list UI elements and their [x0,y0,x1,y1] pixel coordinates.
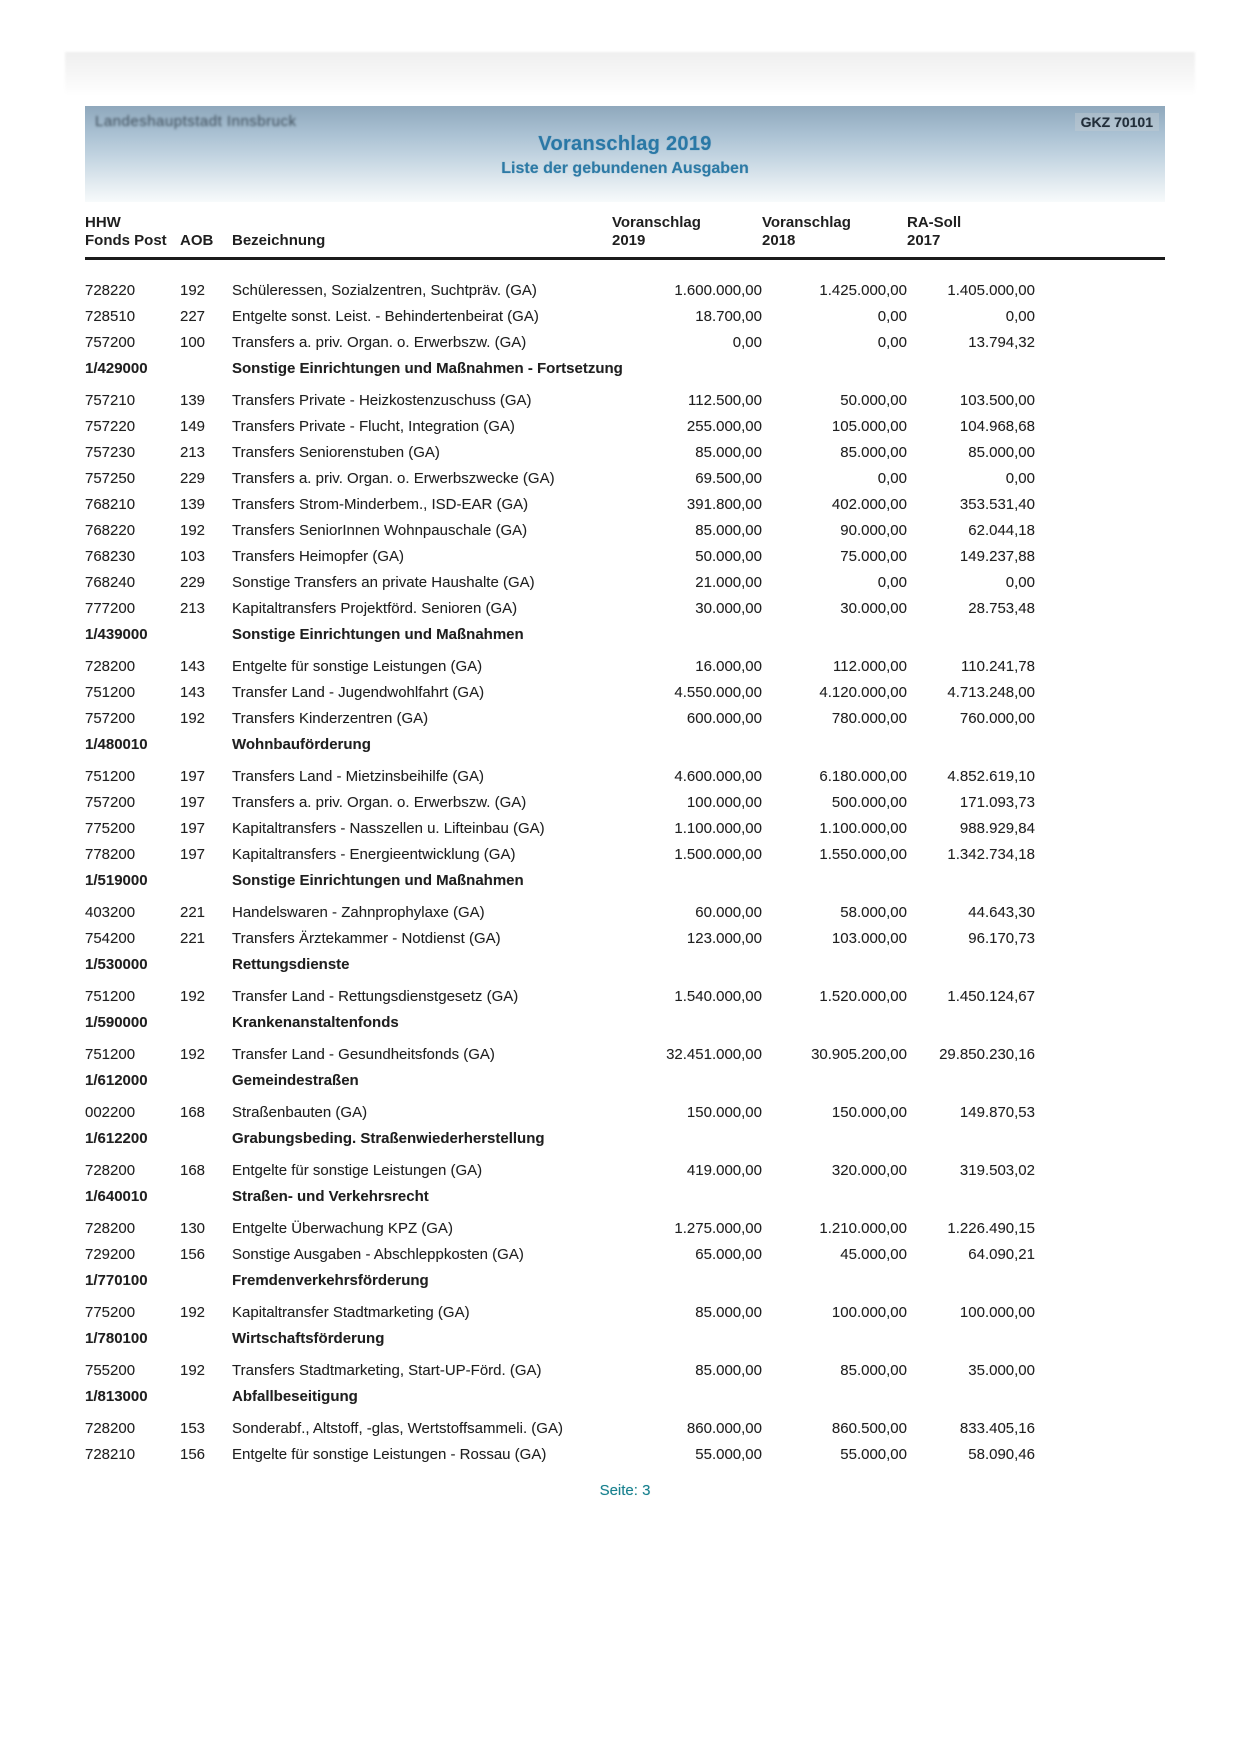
cell-voranschlag-2018: 0,00 [877,307,907,325]
cell-bezeichnung: Transfers SeniorInnen Wohnpauschale (GA) [232,521,528,539]
cell-bezeichnung: Transfers Kinderzentren (GA) [232,709,429,727]
cell-fonds-post: 751200 [85,1045,136,1063]
cell-voranschlag-2019: 85.000,00 [695,521,762,539]
cell-voranschlag-2019: 0,00 [732,333,762,351]
cell-aob: 192 [180,1303,206,1321]
cell-voranschlag-2018: 112.000,00 [833,657,907,675]
cell-voranschlag-2018: 4.120.000,00 [819,683,907,701]
cell-aob: 130 [180,1219,206,1237]
cell-aob: 149 [180,417,206,435]
cell-aob: 227 [180,307,206,325]
cell-ra-soll-2017: 760.000,00 [959,709,1035,727]
header-top-row [85,106,1165,131]
cell-fonds-post: 1/590000 [85,1013,148,1031]
cell-fonds-post: 757200 [85,709,136,727]
cell-ra-soll-2017: 110.241,78 [961,657,1035,675]
cell-voranschlag-2018: 30.905.200,00 [811,1045,907,1063]
cell-voranschlag-2019: 391.800,00 [686,495,762,513]
cell-bezeichnung: Transfers Land - Mietzinsbeihilfe (GA) [232,767,485,785]
cell-bezeichnung: Straßen- und Verkehrsrecht [232,1187,429,1205]
column-header-voranschlag-2018 [762,214,907,250]
budget-table [85,214,1165,1467]
cell-fonds-post: 778200 [85,845,136,863]
cell-bezeichnung: Transfers a. priv. Organ. o. Erwerbszwecke (GA) [232,469,555,487]
cell-fonds-post: 754200 [85,929,136,947]
section-row [85,1125,1165,1151]
document-title: Voranschlag 2019 [538,133,712,155]
cell-voranschlag-2019: 1.540.000,00 [674,987,762,1005]
cell-ra-soll-2017: 0,00 [1005,573,1035,591]
cell-fonds-post: 775200 [85,1303,136,1321]
cell-aob: 229 [180,573,206,591]
cell-ra-soll-2017: 4.852.619,10 [947,767,1035,785]
table-row [85,569,1165,595]
page-number: Seite: 3 [599,1482,651,1499]
table-row [85,983,1165,1009]
cell-voranschlag-2019: 85.000,00 [695,1303,762,1321]
cell-voranschlag-2018: 85.000,00 [840,443,907,461]
cell-voranschlag-2018: 45.000,00 [840,1245,907,1263]
cell-ra-soll-2017: 4.713.248,00 [947,683,1035,701]
cell-voranschlag-2018: 55.000,00 [840,1445,907,1463]
cell-aob: 221 [180,929,206,947]
cell-bezeichnung: Transfer Land - Rettungsdienstgesetz (GA) [232,987,519,1005]
cell-bezeichnung: Wirtschaftsförderung [232,1329,385,1347]
cell-ra-soll-2017: 58.090,46 [968,1445,1035,1463]
table-row [85,815,1165,841]
cell-aob: 103 [180,547,206,565]
cell-voranschlag-2018: 103.000,00 [831,929,907,947]
cell-voranschlag-2019: 1.100.000,00 [674,819,762,837]
cell-ra-soll-2017: 13.794,32 [968,333,1035,351]
cell-voranschlag-2019: 21.000,00 [695,573,762,591]
cell-bezeichnung: Sonstige Einrichtungen und Maßnahmen [232,871,524,889]
table-row [85,465,1165,491]
table-row [85,277,1165,303]
cell-ra-soll-2017: 171.093,73 [959,793,1035,811]
column-header-voranschlag-2018-line1: Voranschlag [762,214,851,231]
cell-ra-soll-2017: 1.226.490,15 [947,1219,1035,1237]
cell-fonds-post: 768210 [85,495,136,513]
table-row [85,387,1165,413]
cell-bezeichnung: Transfers Heimopfer (GA) [232,547,404,565]
table-body [85,277,1165,1467]
cell-aob: 139 [180,391,206,409]
cell-voranschlag-2018: 780.000,00 [831,709,907,727]
cell-voranschlag-2018: 1.210.000,00 [819,1219,907,1237]
column-header-bezeichnung [232,232,612,250]
cell-aob: 213 [180,599,206,617]
cell-fonds-post: 728210 [85,1445,136,1463]
cell-fonds-post: 768230 [85,547,136,565]
table-row [85,439,1165,465]
cell-bezeichnung: Schüleressen, Sozialzentren, Suchtpräv. (GA) [232,281,537,299]
cell-fonds-post: 755200 [85,1361,136,1379]
cell-fonds-post: 757230 [85,443,136,461]
column-header-fonds-post-line2: Fonds Post [85,232,167,249]
cell-bezeichnung: Fremdenverkehrsförderung [232,1271,429,1289]
cell-ra-soll-2017: 62.044,18 [968,521,1035,539]
cell-bezeichnung: Transfers Seniorenstuben (GA) [232,443,440,461]
cell-voranschlag-2018: 1.550.000,00 [819,845,907,863]
cell-bezeichnung: Abfallbeseitigung [232,1387,358,1405]
cell-voranschlag-2018: 85.000,00 [840,1361,907,1379]
cell-fonds-post: 1/429000 [85,359,148,377]
cell-bezeichnung: Sonstige Transfers an private Haushalte (GA) [232,573,535,591]
table-row [85,653,1165,679]
table-row [85,329,1165,355]
column-header-fonds-post [85,214,180,250]
table-row [85,303,1165,329]
cell-fonds-post: 1/480010 [85,735,148,753]
cell-bezeichnung: Kapitaltransfer Stadtmarketing (GA) [232,1303,470,1321]
cell-aob: 192 [180,281,206,299]
cell-ra-soll-2017: 353.531,40 [959,495,1035,513]
table-row [85,1099,1165,1125]
column-header-voranschlag-2019-line2: 2019 [612,232,646,249]
cell-bezeichnung: Entgelte für sonstige Leistungen - Rossau (GA) [232,1445,547,1463]
column-header-ra-soll-2017 [907,214,1035,250]
cell-voranschlag-2019: 65.000,00 [695,1245,762,1263]
cell-voranschlag-2019: 4.600.000,00 [674,767,762,785]
cell-voranschlag-2018: 75.000,00 [840,547,907,565]
cell-fonds-post: 728510 [85,307,136,325]
cell-voranschlag-2018: 6.180.000,00 [819,767,907,785]
cell-voranschlag-2019: 18.700,00 [695,307,762,325]
cell-voranschlag-2019: 150.000,00 [686,1103,762,1121]
cell-aob: 197 [180,793,206,811]
cell-ra-soll-2017: 96.170,73 [968,929,1035,947]
section-row [85,1009,1165,1035]
cell-fonds-post: 757210 [85,391,136,409]
cell-voranschlag-2019: 860.000,00 [686,1419,762,1437]
cell-voranschlag-2018: 860.500,00 [831,1419,907,1437]
cell-fonds-post: 1/640010 [85,1187,148,1205]
cell-voranschlag-2018: 100.000,00 [831,1303,907,1321]
cell-fonds-post: 757220 [85,417,136,435]
cell-ra-soll-2017: 85.000,00 [968,443,1035,461]
column-header-aob [180,232,232,250]
cell-voranschlag-2018: 150.000,00 [831,1103,907,1121]
table-row [85,1357,1165,1383]
cell-ra-soll-2017: 319.503,02 [959,1161,1035,1179]
cell-ra-soll-2017: 1.405.000,00 [947,281,1035,299]
cell-bezeichnung: Sonstige Einrichtungen und Maßnahmen [232,625,524,643]
cell-aob: 229 [180,469,206,487]
cell-bezeichnung: Transfer Land - Jugendwohlfahrt (GA) [232,683,485,701]
section-row [85,355,1165,381]
cell-voranschlag-2019: 60.000,00 [695,903,762,921]
cell-ra-soll-2017: 833.405,16 [959,1419,1035,1437]
cell-fonds-post: 768240 [85,573,136,591]
table-row [85,679,1165,705]
cell-voranschlag-2019: 69.500,00 [695,469,762,487]
section-row [85,1267,1165,1293]
section-row [85,1183,1165,1209]
cell-ra-soll-2017: 0,00 [1005,469,1035,487]
cell-voranschlag-2018: 105.000,00 [831,417,907,435]
cell-voranschlag-2018: 1.100.000,00 [819,819,907,837]
cell-bezeichnung: Entgelte Überwachung KPZ (GA) [232,1219,453,1237]
cell-fonds-post: 751200 [85,683,136,701]
cell-aob: 156 [180,1445,206,1463]
cell-fonds-post: 729200 [85,1245,136,1263]
cell-aob: 192 [180,709,206,727]
cell-ra-soll-2017: 1.342.734,18 [947,845,1035,863]
cell-voranschlag-2019: 85.000,00 [695,443,762,461]
cell-voranschlag-2018: 58.000,00 [840,903,907,921]
cell-fonds-post: 777200 [85,599,136,617]
cell-ra-soll-2017: 44.643,30 [968,903,1035,921]
document-header-band [85,106,1165,202]
cell-fonds-post: 728220 [85,281,136,299]
cell-fonds-post: 768220 [85,521,136,539]
section-row [85,731,1165,757]
table-row [85,543,1165,569]
column-header-fonds-post-line1: HHW [85,214,121,231]
document-subtitle: Liste der gebundenen Ausgaben [501,160,749,177]
table-row [85,1157,1165,1183]
cell-aob: 100 [180,333,206,351]
cell-voranschlag-2019: 1.500.000,00 [674,845,762,863]
cell-bezeichnung: Krankenanstaltenfonds [232,1013,399,1031]
table-header-row [85,214,1165,260]
cell-voranschlag-2018: 320.000,00 [831,1161,907,1179]
cell-fonds-post: 1/770100 [85,1271,148,1289]
cell-voranschlag-2018: 0,00 [877,469,907,487]
cell-aob: 197 [180,819,206,837]
cell-fonds-post: 757200 [85,333,136,351]
cell-voranschlag-2019: 4.550.000,00 [674,683,762,701]
cell-fonds-post: 1/439000 [85,625,148,643]
cell-fonds-post: 403200 [85,903,136,921]
table-row [85,899,1165,925]
column-header-bezeichnung-label: Bezeichnung [232,232,326,249]
cell-aob: 143 [180,657,206,675]
cell-ra-soll-2017: 104.968,68 [959,417,1035,435]
cell-voranschlag-2019: 30.000,00 [695,599,762,617]
cell-voranschlag-2019: 85.000,00 [695,1361,762,1379]
cell-bezeichnung: Handelswaren - Zahnprophylaxe (GA) [232,903,485,921]
cell-aob: 197 [180,767,206,785]
cell-voranschlag-2019: 100.000,00 [686,793,762,811]
cell-aob: 192 [180,521,206,539]
cell-ra-soll-2017: 988.929,84 [959,819,1035,837]
cell-voranschlag-2019: 123.000,00 [686,929,762,947]
cell-aob: 153 [180,1419,206,1437]
cell-fonds-post: 751200 [85,767,136,785]
cell-bezeichnung: Rettungsdienste [232,955,350,973]
cell-aob: 139 [180,495,206,513]
column-header-voranschlag-2019-line1: Voranschlag [612,214,701,231]
cell-voranschlag-2018: 50.000,00 [840,391,907,409]
cell-aob: 168 [180,1161,206,1179]
section-row [85,1067,1165,1093]
cell-fonds-post: 1/530000 [85,955,148,973]
cell-voranschlag-2018: 90.000,00 [840,521,907,539]
cell-ra-soll-2017: 149.870,53 [959,1103,1035,1121]
table-row [85,491,1165,517]
cell-bezeichnung: Transfers Private - Heizkostenzuschuss (GA) [232,391,532,409]
table-row [85,517,1165,543]
cell-aob: 197 [180,845,206,863]
cell-bezeichnung: Transfer Land - Gesundheitsfonds (GA) [232,1045,495,1063]
cell-voranschlag-2019: 600.000,00 [686,709,762,727]
column-header-ra-soll-2017-line1: RA-Soll [907,214,962,231]
cell-ra-soll-2017: 64.090,21 [968,1245,1035,1263]
cell-ra-soll-2017: 35.000,00 [968,1361,1035,1379]
cell-bezeichnung: Wohnbauförderung [232,735,371,753]
table-row [85,1441,1165,1467]
cell-bezeichnung: Transfers Private - Flucht, Integration (GA) [232,417,515,435]
cell-fonds-post: 1/612000 [85,1071,148,1089]
cell-ra-soll-2017: 149.237,88 [959,547,1035,565]
table-row [85,1299,1165,1325]
cell-bezeichnung: Transfers Ärztekammer - Notdienst (GA) [232,929,501,947]
cell-aob: 156 [180,1245,206,1263]
table-row [85,1241,1165,1267]
cell-fonds-post: 757250 [85,469,136,487]
cell-voranschlag-2018: 500.000,00 [831,793,907,811]
cell-fonds-post: 728200 [85,1161,136,1179]
table-row [85,841,1165,867]
cell-voranschlag-2018: 1.520.000,00 [819,987,907,1005]
scan-edge-artifact [65,52,1195,96]
cell-fonds-post: 728200 [85,1419,136,1437]
cell-bezeichnung: Grabungsbeding. Straßenwiederherstellung [232,1129,545,1147]
cell-bezeichnung: Sonderabf., Altstoff, -glas, Wertstoffsammeli. (GA) [232,1419,563,1437]
cell-voranschlag-2019: 112.500,00 [688,391,762,409]
cell-aob: 213 [180,443,206,461]
section-row [85,1325,1165,1351]
cell-voranschlag-2018: 0,00 [877,573,907,591]
cell-aob: 192 [180,1045,206,1063]
cell-bezeichnung: Kapitaltransfers - Nasszellen u. Lifteinbau (GA) [232,819,545,837]
cell-voranschlag-2019: 16.000,00 [695,657,762,675]
cell-voranschlag-2019: 55.000,00 [695,1445,762,1463]
table-row [85,1415,1165,1441]
cell-bezeichnung: Transfers Stadtmarketing, Start-UP-Förd. (GA) [232,1361,542,1379]
cell-bezeichnung: Gemeindestraßen [232,1071,359,1089]
table-row [85,705,1165,731]
gkz-code: GKZ 70101 [1075,113,1159,131]
table-row [85,413,1165,439]
cell-voranschlag-2019: 1.275.000,00 [674,1219,762,1237]
cell-voranschlag-2018: 30.000,00 [840,599,907,617]
column-header-aob-label: AOB [180,232,214,249]
cell-fonds-post: 002200 [85,1103,136,1121]
cell-bezeichnung: Sonstige Einrichtungen und Maßnahmen - Fortsetzung [232,359,623,377]
column-header-voranschlag-2018-line2: 2018 [762,232,796,249]
cell-fonds-post: 1/519000 [85,871,148,889]
table-row [85,595,1165,621]
cell-voranschlag-2019: 50.000,00 [695,547,762,565]
cell-bezeichnung: Transfers a. priv. Organ. o. Erwerbszw. (GA) [232,333,527,351]
cell-bezeichnung: Transfers Strom-Minderbem., ISD-EAR (GA) [232,495,529,513]
cell-aob: 143 [180,683,206,701]
cell-bezeichnung: Entgelte sonst. Leist. - Behindertenbeirat (GA) [232,307,539,325]
section-row [85,951,1165,977]
table-row [85,1041,1165,1067]
cell-aob: 221 [180,903,206,921]
cell-fonds-post: 728200 [85,657,136,675]
cell-fonds-post: 751200 [85,987,136,1005]
cell-ra-soll-2017: 103.500,00 [959,391,1035,409]
cell-ra-soll-2017: 29.850.230,16 [939,1045,1035,1063]
cell-voranschlag-2018: 1.425.000,00 [819,281,907,299]
cell-ra-soll-2017: 100.000,00 [959,1303,1035,1321]
cell-aob: 192 [180,987,206,1005]
cell-fonds-post: 1/813000 [85,1387,148,1405]
column-header-voranschlag-2019 [612,214,762,250]
cell-ra-soll-2017: 28.753,48 [968,599,1035,617]
section-row [85,621,1165,647]
cell-aob: 192 [180,1361,206,1379]
cell-aob: 168 [180,1103,206,1121]
table-row [85,789,1165,815]
section-row [85,1383,1165,1409]
table-row [85,763,1165,789]
cell-bezeichnung: Straßenbauten (GA) [232,1103,368,1121]
cell-voranschlag-2019: 1.600.000,00 [674,281,762,299]
cell-fonds-post: 728200 [85,1219,136,1237]
cell-bezeichnung: Kapitaltransfers Projektförd. Senioren (GA) [232,599,518,617]
cell-fonds-post: 1/612200 [85,1129,148,1147]
cell-bezeichnung: Entgelte für sonstige Leistungen (GA) [232,1161,483,1179]
cell-bezeichnung: Kapitaltransfers - Energieentwicklung (GA) [232,845,516,863]
cell-fonds-post: 1/780100 [85,1329,148,1347]
section-row [85,867,1165,893]
cell-voranschlag-2018: 0,00 [877,333,907,351]
cell-voranschlag-2019: 419.000,00 [686,1161,762,1179]
cell-voranschlag-2018: 402.000,00 [831,495,907,513]
cell-fonds-post: 775200 [85,819,136,837]
organization-name: Landeshauptstadt Innsbruck [95,113,297,130]
cell-fonds-post: 757200 [85,793,136,811]
cell-bezeichnung: Entgelte für sonstige Leistungen (GA) [232,657,483,675]
cell-voranschlag-2019: 255.000,00 [686,417,762,435]
cell-bezeichnung: Transfers a. priv. Organ. o. Erwerbszw. (GA) [232,793,527,811]
table-row [85,1215,1165,1241]
cell-bezeichnung: Sonstige Ausgaben - Abschleppkosten (GA) [232,1245,524,1263]
cell-ra-soll-2017: 1.450.124,67 [947,987,1035,1005]
table-row [85,925,1165,951]
column-header-ra-soll-2017-line2: 2017 [907,232,941,249]
cell-ra-soll-2017: 0,00 [1005,307,1035,325]
cell-voranschlag-2019: 32.451.000,00 [666,1045,762,1063]
